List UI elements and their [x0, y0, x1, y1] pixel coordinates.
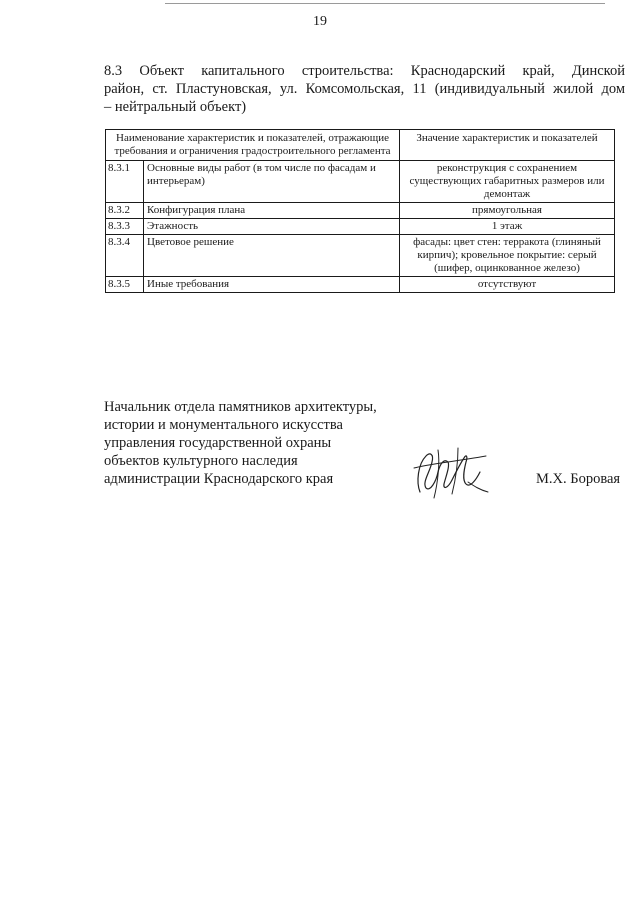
- row-value: прямоугольная: [400, 203, 615, 219]
- row-number: 8.3.3: [106, 219, 144, 235]
- top-rule: [165, 3, 605, 4]
- row-number: 8.3.2: [106, 203, 144, 219]
- row-characteristic: Этажность: [144, 219, 400, 235]
- position-line: истории и монументального искусства: [104, 417, 343, 433]
- row-value: фасады: цвет стен: терракота (глиняный кирпич); кровельное покрытие: серый (шифер, оцинкованное железо): [400, 235, 615, 277]
- header-characteristics: Наименование характеристик и показателей, отражающие требования и ограничения градостроительного регламента: [106, 130, 400, 161]
- table-row: [106, 161, 615, 203]
- table-row: [106, 219, 615, 235]
- table-header-row: [106, 130, 615, 161]
- signatory-position: [104, 398, 404, 488]
- position-line: администрации Краснодарского края: [104, 471, 334, 487]
- row-characteristic: Основные виды работ (в том числе по фасадам и интерьерам): [144, 161, 400, 203]
- row-number: 8.3.5: [106, 277, 144, 293]
- row-characteristic: Иные требования: [144, 277, 400, 293]
- row-number: 8.3.1: [106, 161, 144, 203]
- page-number: 19: [313, 14, 327, 29]
- row-value: реконструкция с сохранением существующих габаритных размеров или демонтаж: [400, 161, 615, 203]
- table-row: [106, 203, 615, 219]
- row-value: 1 этаж: [400, 219, 615, 235]
- row-characteristic: Цветовое решение: [144, 235, 400, 277]
- requirements-table: [105, 129, 615, 293]
- signatory-name: М.Х. Боровая: [536, 471, 621, 487]
- table-row: [106, 277, 615, 293]
- section-heading: [104, 62, 625, 116]
- row-number: 8.3.4: [106, 235, 144, 277]
- handwritten-signature: [408, 442, 492, 502]
- heading-line-2: район, ст. Пластуновская, ул. Комсомольская, 11 (индивидуальный жилой дом: [104, 81, 625, 97]
- table-row: [106, 235, 615, 277]
- row-value: отсутствуют: [400, 277, 615, 293]
- row-characteristic: Конфигурация плана: [144, 203, 400, 219]
- position-line: Начальник отдела памятников архитектуры,: [104, 399, 377, 415]
- position-line: объектов культурного наследия: [104, 453, 298, 469]
- position-line: управления государственной охраны: [104, 435, 332, 451]
- heading-line-1: 8.3 Объект капитального строительства: Краснодарский край, Динской: [104, 63, 625, 79]
- header-values: Значение характеристик и показателей: [400, 130, 615, 161]
- heading-line-3: – нейтральный объект): [104, 99, 247, 115]
